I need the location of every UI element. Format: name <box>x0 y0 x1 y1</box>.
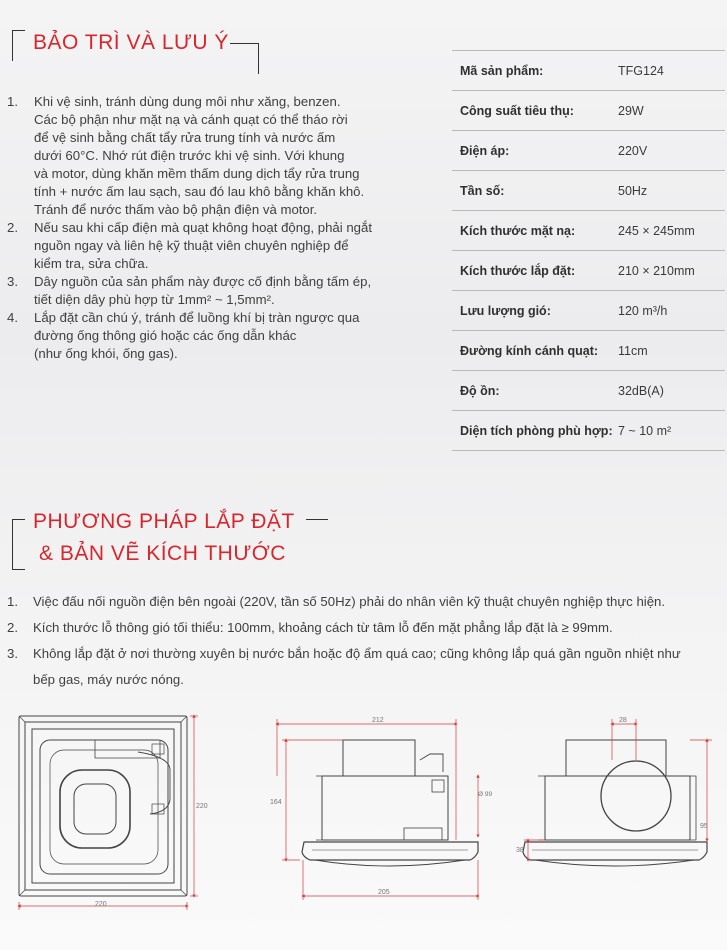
spec-value: 50Hz <box>618 171 725 211</box>
maintenance-list <box>7 93 407 363</box>
front-view-diameter-dim: Ø 99 <box>478 791 493 798</box>
spec-label: Đường kính cánh quạt: <box>452 331 618 371</box>
item-text-line: bếp gas, máy nước nóng. <box>33 672 184 687</box>
side-view-top-dim: 28 <box>619 717 627 724</box>
item-text-line: (như ống khói, ống gas). <box>34 346 178 361</box>
item-text-line: nguồn ngay và liên hệ kỹ thuật viên chuyên nghiệp để <box>34 238 349 253</box>
installation-title-line2: & BẢN VẼ KÍCH THƯỚC <box>39 542 286 565</box>
installation-list <box>7 589 727 693</box>
spec-row <box>452 171 725 211</box>
spec-row <box>452 331 725 371</box>
spec-row <box>452 411 725 451</box>
spec-label: Độ ồn: <box>452 371 618 411</box>
item-text-line: và motor, dùng khăn mềm thấm dung dịch tẩy rửa trung <box>34 166 360 181</box>
spec-label: Kích thước mặt nạ: <box>452 211 618 251</box>
spec-value: 120 m³/h <box>618 291 725 331</box>
top-view-drawing <box>19 716 187 896</box>
top-view-dimensions <box>19 716 198 910</box>
spec-row <box>452 91 725 131</box>
item-text-line: Nếu sau khi cấp điện mà quạt không hoạt động, phải ngắt <box>34 220 372 235</box>
spec-label: Diện tích phòng phù hợp: <box>452 411 618 451</box>
maintenance-item <box>7 93 407 219</box>
frame-bracket-left <box>12 30 25 61</box>
item-number: 1. <box>7 94 18 109</box>
installation-title-line1: PHƯƠNG PHÁP LẮP ĐẶT <box>33 510 295 533</box>
spec-row <box>452 211 725 251</box>
item-text-line: Lắp đặt cần chú ý, tránh để luồng khí bị tràn ngược qua <box>34 310 360 325</box>
spec-value: 29W <box>618 91 725 131</box>
spec-label: Công suất tiêu thụ: <box>452 91 618 131</box>
item-text-line: Không lắp đặt ở nơi thường xuyên bị nước bắn hoặc độ ẩm quá cao; cũng không lắp quá gần nguồn nhiệt như <box>33 646 681 661</box>
top-view-width-dim: 220 <box>95 901 107 908</box>
maintenance-title: BẢO TRÌ VÀ LƯU Ý <box>33 31 229 54</box>
spec-row <box>452 131 725 171</box>
spec-row <box>452 51 725 91</box>
spec-label: Mã sản phẩm: <box>452 51 618 91</box>
frame-line-right <box>306 519 328 521</box>
side-view-height-dim: 95 <box>700 823 708 830</box>
spec-label: Điện áp: <box>452 131 618 171</box>
maintenance-item <box>7 309 407 363</box>
item-text-line: tiết diện dây phù hợp từ 1mm² ~ 1,5mm². <box>34 292 275 307</box>
frame-bracket-left-bottom <box>12 545 25 570</box>
item-text-line: dưới 60°C. Nhớ rút điện trước khi vệ sinh. Với khung <box>34 148 345 163</box>
item-text-line: tính + nước ấm lau sạch, sau đó lau khô bằng khăn khô. <box>34 184 365 199</box>
item-number: 3. <box>7 646 18 661</box>
dimension-drawings <box>0 700 727 950</box>
item-number: 2. <box>7 220 18 235</box>
frame-bracket-right <box>230 43 259 74</box>
side-view-drawing <box>523 740 707 866</box>
item-text-line: Dây nguồn của sản phẩm này được cố định bằng tấm ép, <box>34 274 372 289</box>
spec-row <box>452 291 725 331</box>
maintenance-item <box>7 219 407 273</box>
spec-value: TFG124 <box>618 51 725 91</box>
item-text-line: kiểm tra, sửa chữa. <box>34 256 149 271</box>
side-view-bottom-dim: 38 <box>516 847 524 854</box>
item-number: 2. <box>7 620 18 635</box>
front-view-top-dim: 212 <box>372 717 384 724</box>
item-number: 3. <box>7 274 18 289</box>
spec-label: Kích thước lắp đặt: <box>452 251 618 291</box>
item-number: 1. <box>7 594 18 609</box>
spec-label: Lưu lượng gió: <box>452 291 618 331</box>
item-text-line: Tránh để nước thấm vào bộ phận điện và motor. <box>34 202 318 217</box>
item-text-line: Kích thước lỗ thông gió tối thiểu: 100mm, khoảng cách từ tâm lỗ đến mặt phẳng lắp đặt là ≥ 99mm. <box>33 620 613 635</box>
item-text-line: Việc đấu nối nguồn điện bên ngoài (220V, tần số 50Hz) phải do nhân viên kỹ thuật chuyên nghiệp thực hiện. <box>33 594 666 609</box>
front-view-bottom-dim: 205 <box>378 889 390 896</box>
item-text-line: để vệ sinh bằng chất tẩy rửa trung tính và nước ấm <box>34 130 336 145</box>
installation-item <box>7 641 727 693</box>
item-text-line: Khi vệ sinh, tránh dùng dung môi như xăng, benzen. <box>34 94 341 109</box>
item-text-line: đường ống thông gió hoặc các ống dẫn khác <box>34 328 297 343</box>
top-view-height-dim: 220 <box>196 803 208 810</box>
installation-item <box>7 589 727 615</box>
spec-row <box>452 251 725 291</box>
item-number: 4. <box>7 310 18 325</box>
spec-value: 220V <box>618 131 725 171</box>
spec-value: 32dB(A) <box>618 371 725 411</box>
item-text-line: Các bộ phận như mặt nạ và cánh quạt có thể tháo rời <box>34 112 348 127</box>
spec-value: 210 × 210mm <box>618 251 725 291</box>
maintenance-item <box>7 273 407 309</box>
frame-bracket-left <box>12 519 25 546</box>
spec-table <box>452 50 725 451</box>
front-view-height-dim: 164 <box>270 799 282 806</box>
spec-value: 11cm <box>618 331 725 371</box>
spec-row <box>452 371 725 411</box>
spec-value: 245 × 245mm <box>618 211 725 251</box>
spec-value: 7 ~ 10 m² <box>618 411 725 451</box>
front-view-drawing <box>302 740 478 866</box>
spec-label: Tần số: <box>452 171 618 211</box>
installation-item <box>7 615 727 641</box>
